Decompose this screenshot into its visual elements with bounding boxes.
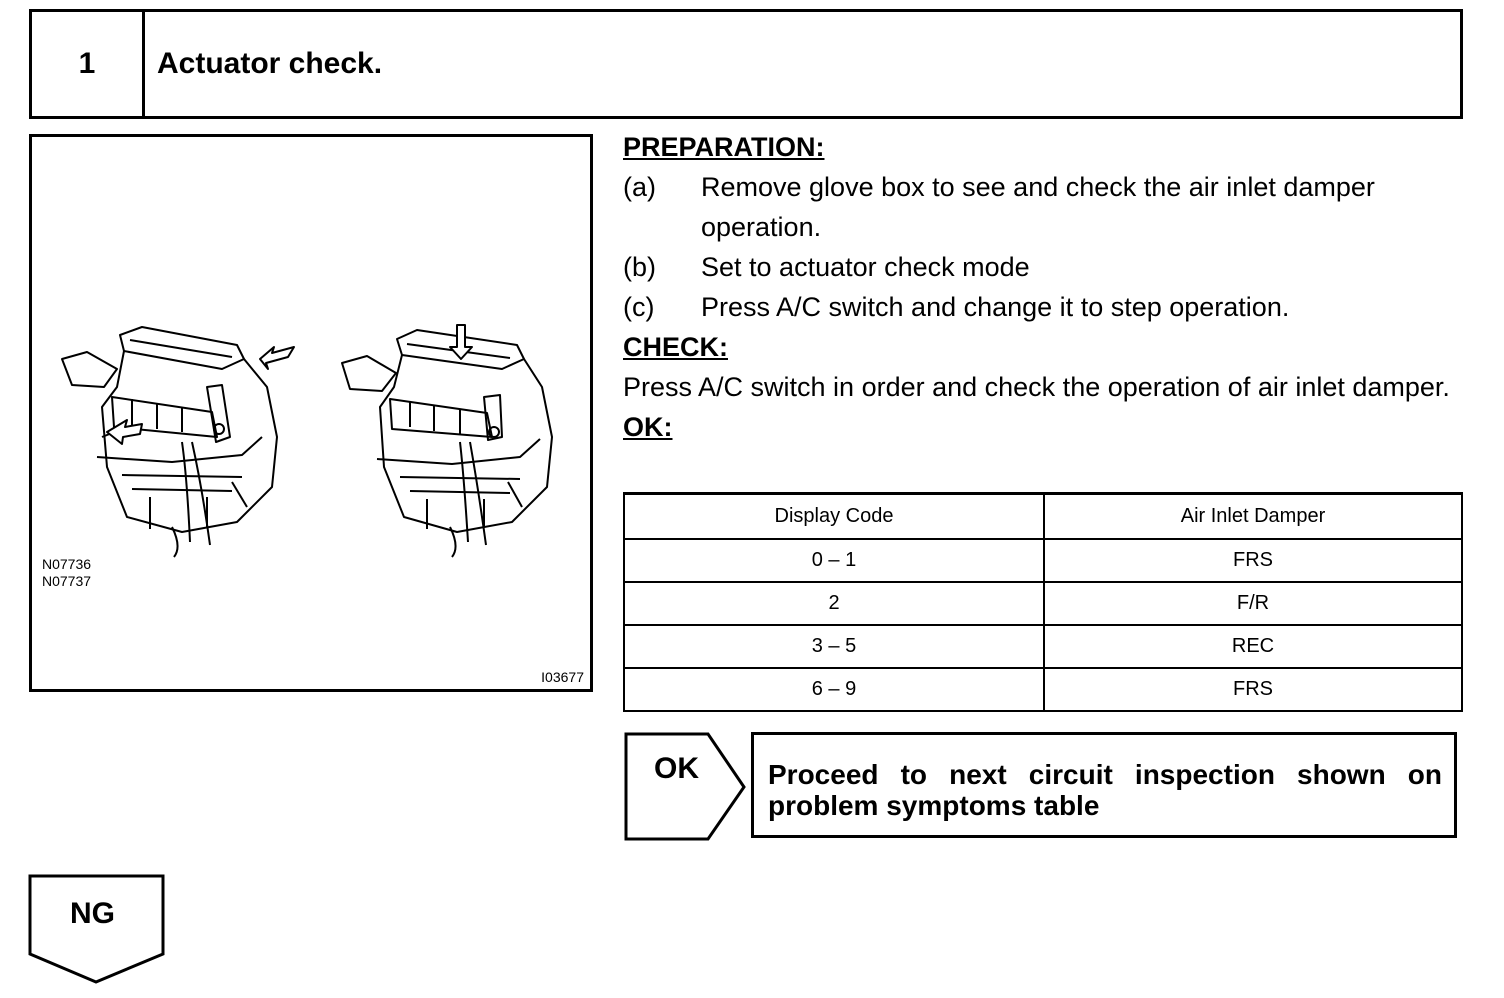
step-title: Actuator check. — [157, 47, 383, 80]
item-text: Remove glove box to see and check the air inlet damper operation. — [701, 172, 1375, 242]
ok-result-box: Proceed to next circuit inspection shown on problem symptoms table — [751, 732, 1457, 838]
step-header — [29, 9, 1463, 119]
preparation-item — [623, 287, 1463, 327]
figure-code: N07736 — [42, 556, 92, 572]
check-text: Press A/C switch in order and check the operation of air inlet damper. — [623, 372, 1450, 402]
table-cell: FRS — [1044, 539, 1462, 582]
procedure-content — [623, 127, 1463, 447]
preparation-item — [623, 167, 1463, 247]
figure-code: N07737 — [42, 573, 92, 589]
figure-codes — [42, 556, 91, 590]
table-cell: 0 – 1 — [624, 539, 1044, 582]
figure-id: I03677 — [541, 669, 584, 685]
table-cell: 3 – 5 — [624, 625, 1044, 668]
table-row — [624, 539, 1462, 582]
blower-unit-right — [342, 325, 552, 557]
ok-branch-arrow — [624, 732, 748, 842]
column-header: Air Inlet Damper — [1044, 494, 1462, 540]
item-text: Set to actuator check mode — [701, 252, 1030, 282]
damper-spec-table — [623, 492, 1463, 712]
table-row — [624, 625, 1462, 668]
item-letter: (c) — [623, 292, 655, 322]
ok-heading: OK: — [623, 412, 673, 442]
table-row — [624, 582, 1462, 625]
table-row — [624, 668, 1462, 711]
item-letter: (b) — [623, 252, 656, 282]
check-heading: CHECK: — [623, 332, 728, 362]
column-header: Display Code — [624, 494, 1044, 540]
item-text: Press A/C switch and change it to step operation. — [701, 292, 1290, 322]
step-number: 1 — [32, 12, 145, 116]
table-cell: 6 – 9 — [624, 668, 1044, 711]
table-cell: F/R — [1044, 582, 1462, 625]
table-cell: 2 — [624, 582, 1044, 625]
blower-unit-drawing — [32, 137, 590, 689]
table-cell: REC — [1044, 625, 1462, 668]
ok-branch-label: OK — [654, 752, 699, 785]
ng-branch-label: NG — [70, 897, 115, 930]
table-header-row — [624, 494, 1462, 540]
preparation-item — [623, 247, 1463, 287]
preparation-heading: PREPARATION: — [623, 132, 825, 162]
table-cell: FRS — [1044, 668, 1462, 711]
actuator-illustration — [29, 134, 593, 692]
blower-unit-left — [62, 327, 294, 557]
item-letter: (a) — [623, 172, 656, 202]
